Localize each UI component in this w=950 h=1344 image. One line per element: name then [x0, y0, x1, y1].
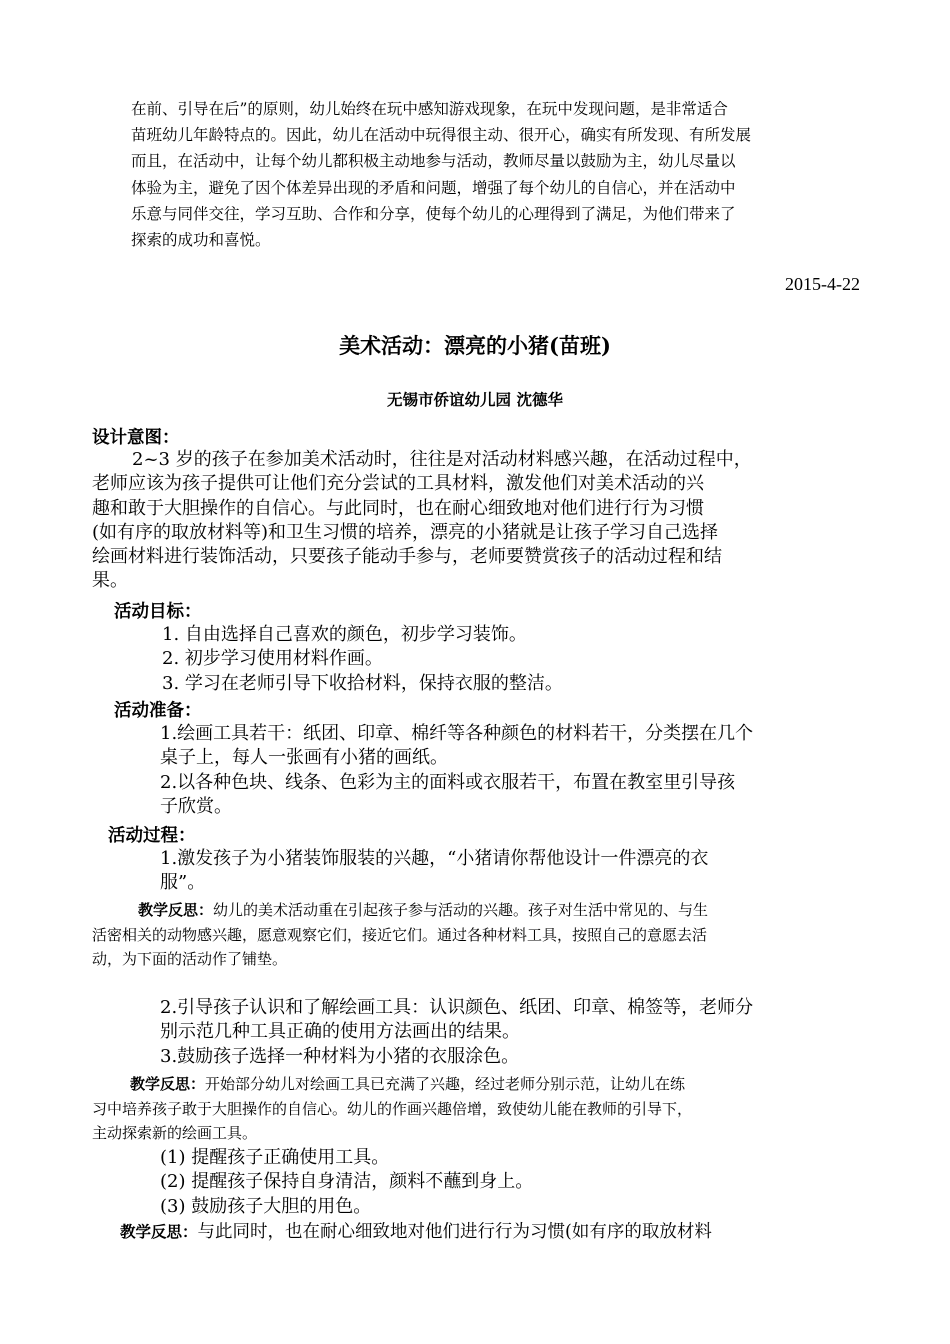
prep-item-2-cont: 子欣赏。	[160, 795, 232, 817]
intro-line: 探索的成功和喜悦。	[131, 231, 271, 250]
reflection-1	[92, 898, 708, 972]
reflection-3	[120, 1220, 712, 1244]
goal-item: 1. 自由选择自己喜欢的颜色，初步学习装饰。	[162, 624, 527, 645]
design-paragraph	[92, 448, 752, 594]
reflection-text: 开始部分幼儿对绘画工具已充满了兴趣，经过老师分别示范，让幼儿在练	[205, 1075, 686, 1093]
design-heading: 设计意图：	[92, 428, 180, 448]
tip-item: (3) 鼓励孩子大胆的用色。	[160, 1195, 372, 1217]
design-line: 趣和敢于大胆操作的自信心。与此同时，也在耐心细致地对他们进行行为习惯	[92, 497, 704, 519]
process-step-2	[160, 996, 753, 1069]
reflection-text: 幼儿的美术活动重在引起孩子参与活动的兴趣。孩子对生活中常见的、与生	[213, 901, 709, 919]
step-line: 服”。	[160, 872, 206, 894]
design-line: 老师应该为孩子提供可让他们充分尝试的工具材料，激发他们对美术活动的兴	[92, 473, 704, 495]
prep-item-1: 1.绘画工具若干：纸团、印章、棉纤等各种颜色的材料若干，分类摆在几个	[160, 723, 754, 744]
reflection-text: 与此同时，也在耐心细致地对他们进行行为习惯(如有序的取放材料	[197, 1222, 712, 1242]
reflection-label: 教学反思：	[138, 901, 214, 919]
prep-item-1-cont: 桌子上，每人一张画有小猪的画纸。	[160, 747, 448, 769]
process-step-3: 3.鼓励孩子选择一种材料为小猪的衣服涂色。	[160, 1045, 520, 1067]
reflection-label: 教学反思：	[120, 1222, 198, 1241]
page-title: 美术活动：漂亮的小猪(苗班)	[339, 333, 611, 358]
prep-list	[160, 722, 753, 819]
tip-item: (2) 提醒孩子保持自身清洁，颜料不蘸到身上。	[160, 1171, 534, 1193]
design-line: (如有序的取放材料等)和卫生习惯的培养，漂亮的小猪就是让孩子学习自己选择	[92, 521, 719, 543]
goals-list	[162, 623, 563, 696]
prep-item-2: 2.以各种色块、线条、色彩为主的面料或衣服若干，布置在教室里引导孩	[160, 771, 736, 793]
intro-line: 苗班幼儿年龄特点的。因此，幼儿在活动中玩得很主动、很开心，确实有所发现、有所发展	[131, 126, 752, 145]
author: 无锡市侨谊幼儿园 沈德华	[387, 390, 563, 409]
design-line: 2~3 岁的孩子在参加美术活动时，往往是对活动材料感兴趣，在活动过程中，	[132, 449, 752, 470]
intro-line: 而且，在活动中，让每个幼儿都积极主动地参与活动，教师尽量以鼓励为主，幼儿尽量以	[131, 152, 736, 171]
goal-item: 3. 学习在老师引导下收拾材料，保持衣服的整洁。	[162, 672, 563, 694]
intro-line: 体验为主，避免了因个体差异出现的矛盾和问题，增强了每个幼儿的自信心，并在活动中	[131, 178, 736, 197]
intro-paragraph	[131, 96, 861, 253]
prep-heading: 活动准备：	[114, 701, 202, 721]
step-line: 别示范几种工具正确的使用方法画出的结果。	[160, 1021, 520, 1043]
process-step-1	[160, 847, 708, 896]
intro-line: 在前、引导在后”的原则，幼儿始终在玩中感知游戏现象，在玩中发现问题，是非常适合	[131, 100, 728, 118]
design-line: 绘画材料进行装饰活动，只要孩子能动手参与，老师要赞赏孩子的活动过程和结	[92, 546, 722, 568]
intro-line: 乐意与同伴交往，学习互助、合作和分享，使每个幼儿的心理得到了满足，为他们带来了	[131, 204, 736, 223]
process-heading: 活动过程：	[108, 826, 196, 846]
goals-heading: 活动目标：	[114, 602, 202, 622]
step-line: 2.引导孩子认识和了解绘画工具：认识颜色、纸团、印章、棉签等，老师分	[160, 997, 754, 1018]
reflection-text: 动，为下面的活动作了铺垫。	[92, 950, 288, 969]
reflection-text: 主动探索新的绘画工具。	[92, 1124, 258, 1143]
design-line: 果。	[92, 570, 128, 592]
reflection-text: 活密相关的动物感兴趣，愿意观察它们，接近它们。通过各种材料工具，按照自己的意愿去活	[92, 925, 708, 944]
step-line: 1.激发孩子为小猪装饰服装的兴趣，“小猪请你帮他设计一件漂亮的衣	[160, 848, 709, 869]
reflection-2	[92, 1072, 692, 1146]
tips-list	[160, 1146, 533, 1219]
tip-item: (1) 提醒孩子正确使用工具。	[160, 1147, 390, 1168]
goal-item: 2. 初步学习使用材料作画。	[162, 648, 383, 670]
date: 2015-4-22	[785, 274, 860, 294]
reflection-text: 习中培养孩子敢于大胆操作的自信心。幼儿的作画兴趣倍增，致使幼儿能在教师的引导下，	[92, 1099, 693, 1118]
reflection-label: 教学反思：	[130, 1075, 206, 1093]
